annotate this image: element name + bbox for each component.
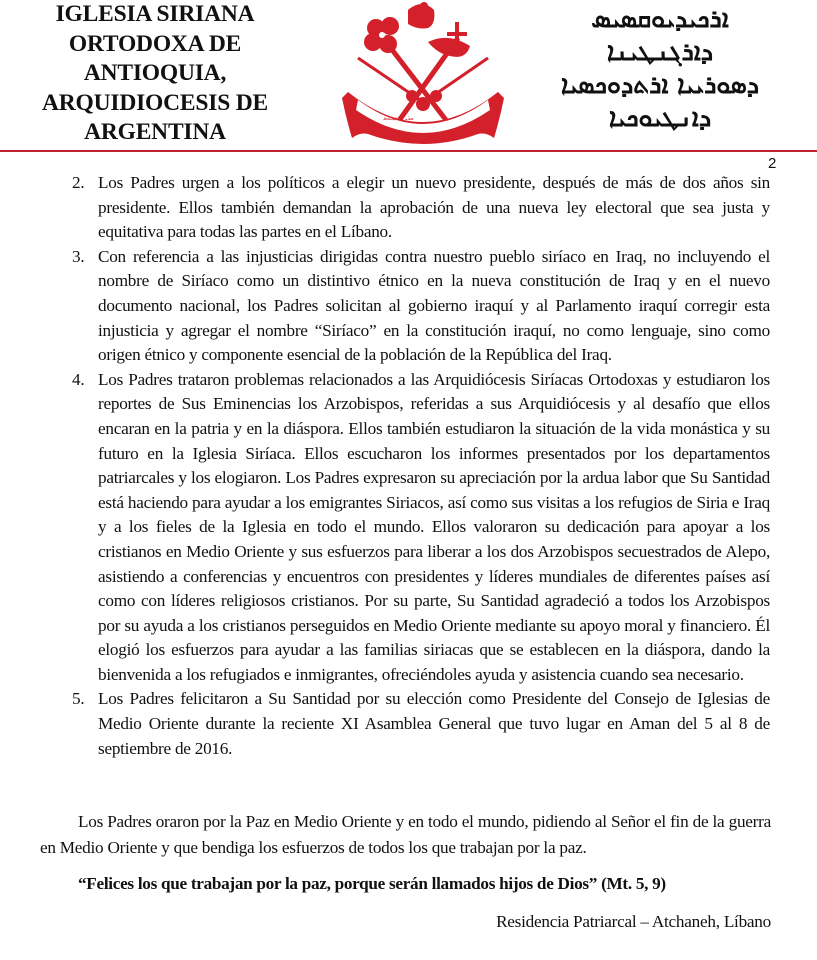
list-item-number: 3. [72, 246, 85, 266]
list-item [70, 171, 770, 245]
closing-paragraph: Los Padres oraron por la Paz en Medio Oriente y en todo el mundo, pidiendo al Señor el fin de la guerra en Medio Oriente y que bendiga los esfuerzos de todos los que trabajan por la paz. [40, 812, 771, 857]
signature-location: Residencia Patriarcal – Atchaneh, Líbano [496, 912, 771, 931]
list-item [70, 368, 770, 688]
syriac-line: ܐܪܟܝܕܝܘܩܣܝܣ [591, 4, 729, 33]
list-item [70, 687, 770, 761]
org-name-line: ANTIOQUIA, [83, 60, 227, 86]
header-divider [0, 150, 817, 152]
list-item-number: 5. [72, 689, 85, 709]
list-item [70, 245, 770, 368]
page-number: 2 [768, 155, 777, 172]
org-name-line: ARQUIDIOCESIS DE [42, 89, 268, 116]
list-item-text: Con referencia a las injusticias dirigidas contra nuestro pueblo siríaco en Iraq, no incluyendo el nombre de Siríaco como un distintivo étnico en la nueva constitución de Iraq y en el nuevo documento nacional, los Padres solicitan al gobierno iraquí y al Parlamento iraquí corregir esta injusticia y agregar el nombre “Siríaco” en la constitución iraquí, no como lenguaje, sino como origen étnico y componente esencial de la población de la República del Iraq. [98, 246, 770, 365]
org-name-line: ARGENTINA [84, 119, 226, 145]
document-body [70, 171, 770, 761]
syriac-line: ܕܐܢܛܝܘܟܝܐ [608, 103, 712, 132]
scripture-quote: “Felices los que trabajan por la paz, porque serán llamados hijos de Dios” (Mt. 5, 9) [78, 874, 666, 893]
list-item-text: Los Padres felicitaron a Su Santidad por su elección como Presidente del Consejo de Iglesias de Medio Oriente durante la reciente XI Asamblea General que tuvo lugar en Aman del 5 al 8 de septiembre de 2016. [98, 689, 770, 758]
list-item-text: Los Padres urgen a los políticos a elegir un nuevo presidente, después de más de dos años sin presidente. Ellos también demandan la aprobación de una nueva ley electoral que sea justa y equitativa para todas las partes en el Líbano. [98, 173, 770, 242]
numbered-list [70, 171, 770, 761]
org-name-line: IGLESIA SIRIANA [55, 1, 255, 27]
syriac-line: ܕܐܪܓܢܛܝܢܐ [606, 37, 714, 66]
org-name-line: ORTODOXA DE [68, 30, 242, 57]
organization-name [30, 0, 280, 148]
syriac-line: ܕܣܘܪܝܝܐ ܐܪܬܕܘܟܣܝܐ [560, 70, 760, 99]
letterhead [0, 0, 817, 152]
list-item-text: Los Padres trataron problemas relacionados a las Arquidiócesis Siríacas Ortodoxas y estudiaron los reportes de Sus Eminencias los Arzobispos, referidas a sus Arquidiócesis y al desafío que ellos encaran en la patria y en la diáspora. Ellos también estudiaron la situación de la vida monástica y su futuro en la Iglesia Siríaca. Ellos escucharon los informes presentados por los departamentos patriarcales y los elogiaron. Los Padres expresaron su apreciación por la ardua labor que Su Santidad está haciendo para ayudar a los emigrantes Siriacos, así como sus visitas a los refugios de Siria e Iraq y a los fieles de la Iglesia en todo el mundo. Ellos valoraron su dedicación para apoyar a los cristianos en Medio Oriente y sus esfuerzos para liberar a los dos Arzobispos secuestrados de Alepo, asistiendo a conferencias y encuentros con presidentes y líderes mundiales de diferentes países así como con líderes religiosos cristianos. Por su parte, Su Santidad agradeció a todos los Arzobispos por su ayuda a los cristianos perseguidos en Medio Oriente mediante su apoyo moral y financiero. Él elogió los esfuerzos para ayudar a las familias siriacas que se establecen en la diáspora, dando la bienvenida a los refugiados e inmigrantes, ofreciéndoles ayuda y asistencia cuando sea necesario. [98, 369, 770, 684]
list-item-number: 2. [72, 173, 85, 192]
coat-of-arms-logo-icon [328, 0, 518, 152]
list-item-number: 4. [72, 369, 85, 389]
svg-text:ܡܪܝ ܐܓܢܐܛܝܘܣ: ܡܪܝ ܐܓܢܐܛܝܘܣ [383, 116, 414, 122]
syriac-org-name [530, 2, 790, 134]
